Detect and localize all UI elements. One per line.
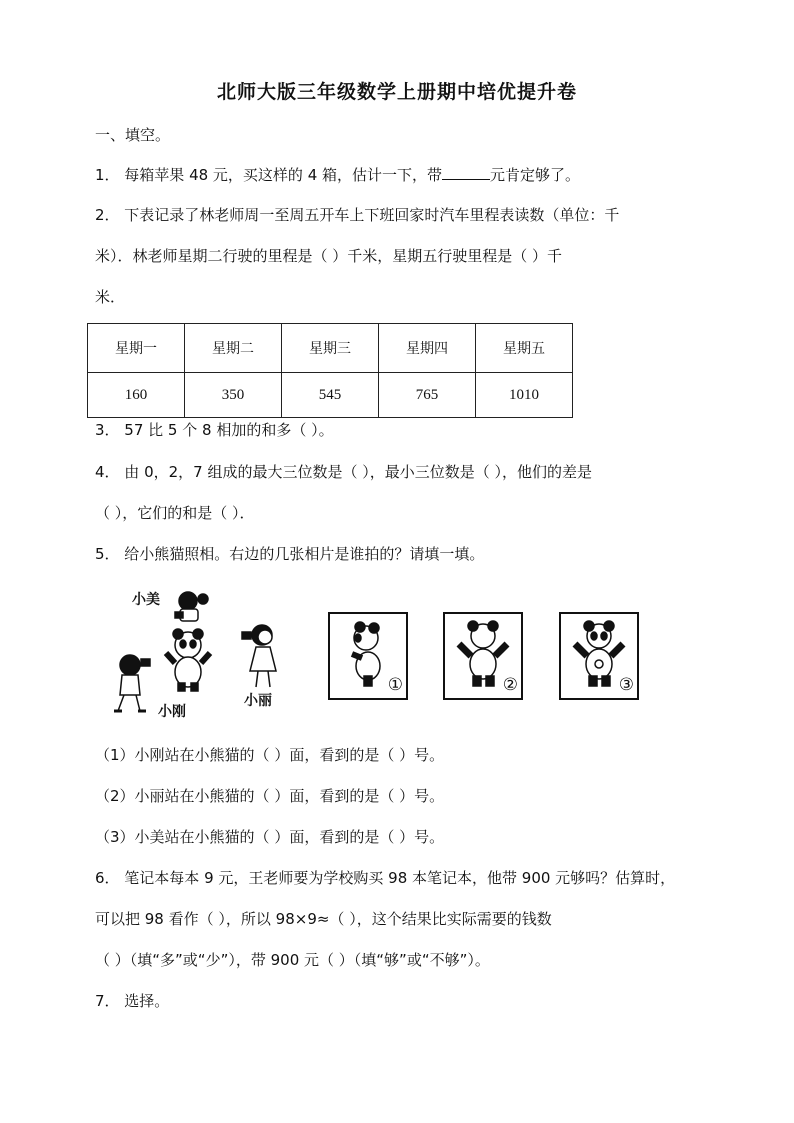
table-cell: 1010 [476, 373, 573, 418]
photo-3 [559, 612, 639, 700]
photo-number: ② [502, 675, 518, 694]
table-cell: 765 [379, 373, 476, 418]
table-header-row [88, 324, 573, 373]
section-heading: 一、填空。 [95, 126, 171, 144]
photo-2 [443, 612, 523, 700]
photo-number: ① [387, 675, 403, 694]
table-cell: 160 [88, 373, 185, 418]
table-header-cell: 星期三 [282, 324, 379, 373]
question-4-line-2: （ ），它们的和是（ ）． [95, 504, 255, 522]
question-5-sub-2: （2）小丽站在小熊猫的（ ）面，看到的是（ ）号。 [95, 787, 445, 805]
name-label-xiaoli: 小丽 [244, 693, 272, 709]
xiaogang-figure [114, 655, 150, 711]
table-header-cell: 星期二 [185, 324, 282, 373]
question-5: 5． 给小熊猫照相。右边的几张相片是谁拍的？请填一填。 [95, 545, 485, 563]
table-header-cell: 星期五 [476, 324, 573, 373]
question-3: 3． 57 比 5 个 8 相加的和多（ ）。 [95, 421, 334, 439]
name-label-xiaogang: 小刚 [158, 704, 186, 720]
question-6-line-3: （ ）（填“多”或“少”），带 900 元（ ）（填“够”或“不够”）。 [95, 951, 490, 969]
question-1-text-end: 元肯定够了。 [490, 166, 581, 184]
table-cell: 350 [185, 373, 282, 418]
question-1 [95, 165, 580, 185]
question-2-line-3: 米． [95, 288, 126, 306]
panda-photo-illustration [110, 577, 650, 725]
question-6-line-2: 可以把 98 看作（ ），所以 98×9≈（ ），这个结果比实际需要的钱数 [95, 910, 552, 928]
mileage-table [87, 323, 573, 418]
question-6-line-1: 6． 笔记本每本 9 元，王老师要为学校购买 98 本笔记本，他带 900 元够吗？估算时， [95, 869, 676, 887]
question-7: 7． 选择。 [95, 992, 170, 1010]
question-2-line-1: 2． 下表记录了林老师周一至周五开车上下班回家时汽车里程表读数（单位：千 [95, 206, 620, 224]
panda-figure [166, 629, 210, 691]
table-header-cell: 星期四 [379, 324, 476, 373]
question-1-text: 1． 每箱苹果 48 元，买这样的 4 箱，估计一下，带 [95, 166, 443, 184]
table-cell: 545 [282, 373, 379, 418]
xiaoli-figure [242, 625, 276, 687]
name-label-xiaomei: 小美 [132, 592, 160, 608]
children-and-panda-drawing [110, 577, 310, 725]
photo-number: ③ [618, 675, 634, 694]
photo-1 [328, 612, 408, 700]
question-2-line-2: 米）．林老师星期二行驶的里程是（ ）千米，星期五行驶里程是（ ）千 [95, 247, 563, 265]
table-row [88, 373, 573, 418]
xiaomei-figure [175, 592, 208, 621]
question-4-line-1: 4． 由 0，2，7 组成的最大三位数是（ ），最小三位数是（ ），他们的差是 [95, 463, 593, 481]
question-5-sub-1: （1）小刚站在小熊猫的（ ）面，看到的是（ ）号。 [95, 746, 445, 764]
page-title: 北师大版三年级数学上册期中培优提升卷 [216, 81, 577, 103]
answer-blank[interactable] [442, 165, 490, 180]
question-5-sub-3: （3）小美站在小熊猫的（ ）面，看到的是（ ）号。 [95, 828, 445, 846]
table-header-cell: 星期一 [88, 324, 185, 373]
